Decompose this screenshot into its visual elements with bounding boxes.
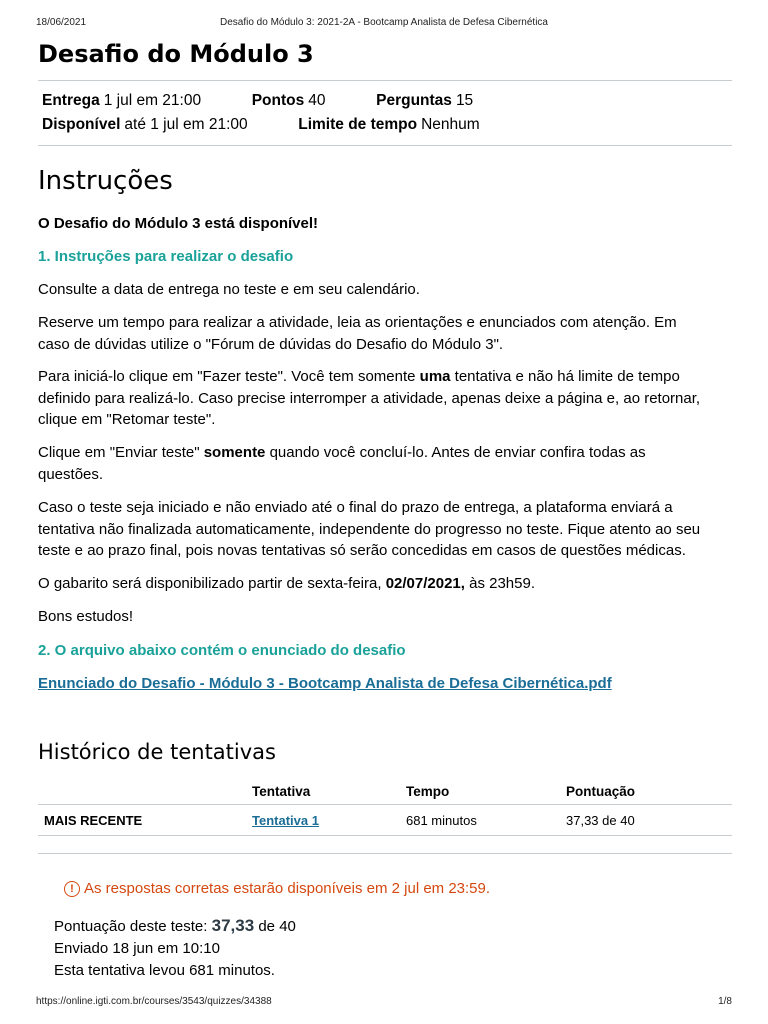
table-header-row (38, 778, 732, 805)
available-value: até 1 jul em 21:00 (124, 116, 248, 133)
attempt-history-table (38, 778, 732, 836)
print-footer (36, 996, 732, 1007)
consult-paragraph: Consulte a data de entrega no teste e em seu calendário. (38, 281, 420, 298)
print-url: https://online.igti.com.br/courses/3543/quizzes/34388 (36, 996, 272, 1007)
send-paragraph: Clique em "Enviar teste" somente quando você concluí-lo. Antes de enviar confira todas as questões. (38, 444, 646, 483)
quiz-details-row-2 (42, 116, 480, 134)
time-limit-value: Nenhum (421, 116, 480, 133)
divider (38, 853, 732, 854)
due-value: 1 jul em 21:00 (103, 92, 202, 109)
questions-label: Perguntas (376, 92, 452, 109)
divider (38, 145, 732, 146)
availability-paragraph: O Desafio do Módulo 3 está disponível! (38, 215, 319, 232)
attempt-duration: Esta tentativa levou 681 minutos. (54, 962, 275, 979)
available-label: Disponível (42, 116, 121, 133)
due-label: Entrega (42, 92, 100, 109)
score-summary: Pontuação deste teste: 37,33 de 40 (54, 916, 296, 935)
attempt-score: 37,33 de 40 (566, 805, 732, 836)
divider (38, 80, 732, 81)
pdf-file-link[interactable]: Enunciado do Desafio - Módulo 3 - Bootcamp Analista de Defesa Cibernética.pdf (38, 675, 612, 692)
attempt-history-title: Histórico de tentativas (38, 740, 276, 764)
column-header-score: Pontuação (566, 778, 732, 805)
submitted-date: Enviado 18 jun em 10:10 (54, 940, 220, 957)
quiz-details-row-1 (42, 92, 473, 110)
points-label: Pontos (251, 92, 305, 109)
farewell-paragraph: Bons estudos! (38, 608, 134, 625)
column-header-time: Tempo (406, 778, 566, 805)
attempt-row-label: MAIS RECENTE (38, 805, 252, 836)
reserve-paragraph: Reserve um tempo para realizar a atividade, leia as orientações e enunciados com atenção. Em caso de dúvidas utilize o "Fórum de dúvidas do Desafio do Módulo 3". (38, 314, 677, 353)
print-page-number: 1/8 (718, 996, 732, 1007)
notice-text: As respostas corretas estarão disponíveis em 2 jul em 23:59. (84, 880, 491, 897)
column-header (38, 778, 252, 805)
section2-heading: 2. O arquivo abaixo contém o enunciado do desafio (38, 642, 406, 659)
answers-availability-notice (64, 880, 490, 897)
warning-icon: ! (64, 881, 80, 897)
pdf-paragraph (38, 673, 708, 695)
instructions-title: Instruções (38, 166, 173, 196)
column-header-attempt: Tentativa (252, 778, 406, 805)
answer-key-paragraph: O gabarito será disponibilizado partir de sexta-feira, 02/07/2021, às 23h59. (38, 575, 535, 592)
start-paragraph: Para iniciá-lo clique em "Fazer teste". Você tem somente uma tentativa e não há limite de tempo definido para realizá-lo. Caso precise interromper a atividade, apenas deixe a página e, ao retornar, clique em "Retomar teste". (38, 368, 701, 428)
time-limit-label: Limite de tempo (298, 116, 418, 133)
attempt-link[interactable]: Tentativa 1 (252, 812, 319, 828)
print-date: 18/06/2021 (36, 17, 87, 28)
questions-value: 15 (455, 92, 474, 109)
section1-heading: 1. Instruções para realizar o desafio (38, 248, 294, 265)
page-title: Desafio do Módulo 3 (38, 40, 314, 68)
print-header (36, 17, 732, 31)
points-value: 40 (308, 92, 326, 109)
score-value: 37,33 (211, 916, 255, 935)
deadline-paragraph: Caso o teste seja iniciado e não enviado até o final do prazo de entrega, a plataforma enviará a tentativa não finalizada automaticamente, independente do progresso no teste. Fique atento ao seu teste e ao prazo final, pois novas tentativas só serão concedidas em casos de questões médicas. (38, 499, 701, 559)
attempt-time: 681 minutos (406, 805, 566, 836)
table-row (38, 805, 732, 836)
print-document-title: Desafio do Módulo 3: 2021-2A - Bootcamp Analista de Defesa Cibernética (220, 17, 548, 28)
